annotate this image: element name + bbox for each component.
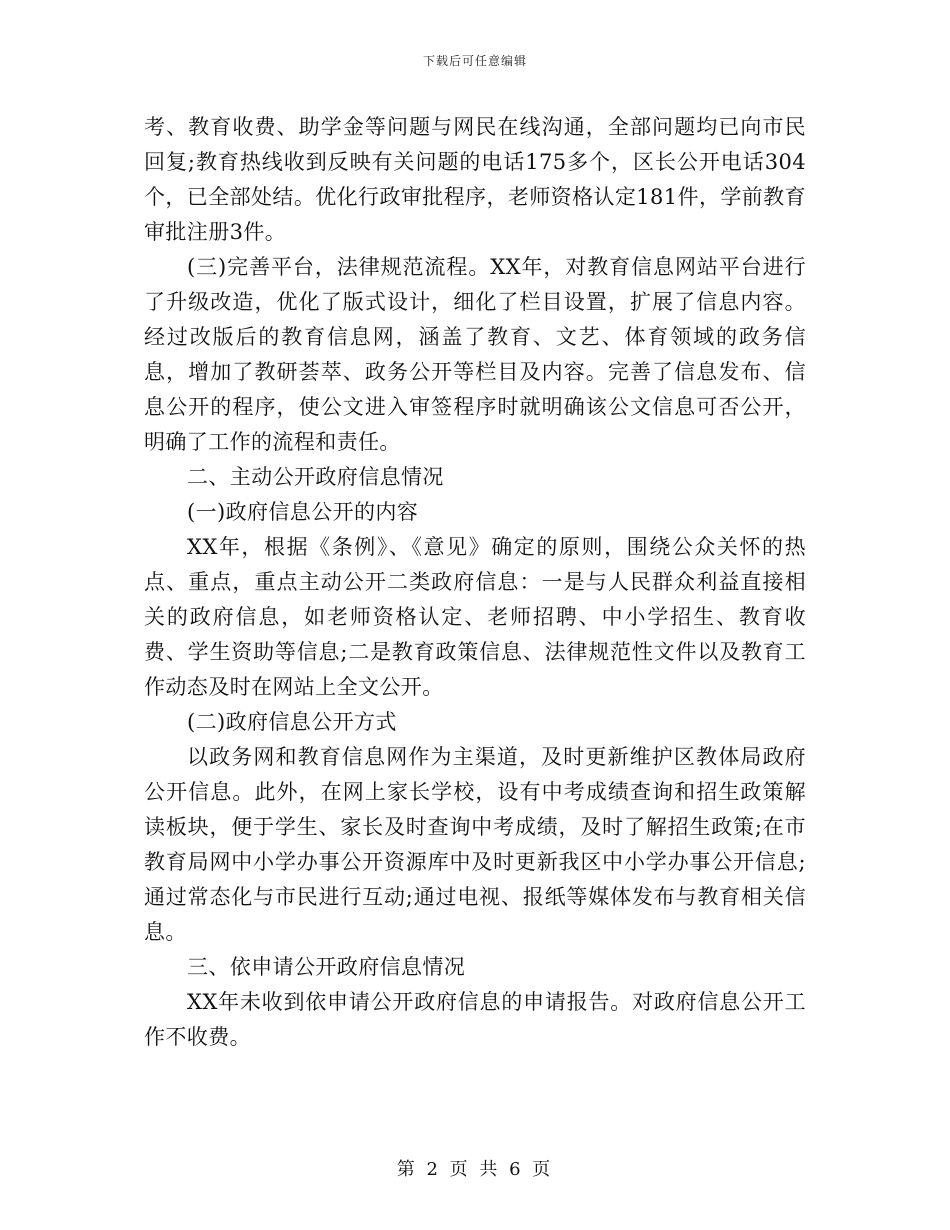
document-body	[144, 110, 806, 1055]
paragraph-disclosure-content: XX年，根据《条例》、《意见》确定的原则，围绕公众关怀的热点、重点，重点主动公开二类政府信息：一是与人民群众利益直接相关的政府信息，如老师资格认定、老师招聘、中小学招生、教育收费、学生资助等信息;二是教育政策信息、法律规范性文件以及教育工作动态及时在网站上全文公开。	[144, 535, 806, 699]
page-header: 下载后可任意编辑	[422, 54, 527, 68]
page-number-footer: 第 2 页 共 6 页	[396, 1159, 554, 1180]
paragraph-disclosure-method: 以政务网和教育信息网作为主渠道，及时更新维护区教体局政府公开信息。此外，在网上家长学校，设有中考成绩查询和招生政策解读板块，便于学生、家长及时查询中考成绩，及时了解招生政策;在市教育局网中小学办事公开资源库中及时更新我区中小学办事公开信息;通过常态化与市民进行互动;通过电视、报纸等媒体发布与教育相关信息。	[144, 745, 806, 944]
section-heading-request-disclosure: 三、依申请公开政府信息情况	[187, 955, 466, 979]
subheading-disclosure-content: (一)政府信息公开的内容	[187, 500, 419, 524]
section-heading-active-disclosure: 二、主动公开政府信息情况	[187, 465, 444, 489]
subheading-disclosure-method: (二)政府信息公开方式	[187, 710, 397, 734]
paragraph-request-disclosure: XX年未收到依申请公开政府信息的申请报告。对政府信息公开工作不收费。	[144, 990, 806, 1049]
paragraph-platform-improvement: (三)完善平台，法律规范流程。XX年，对教育信息网站平台进行了升级改造，优化了版式设计，细化了栏目设置，扩展了信息内容。经过改版后的教育信息网，涵盖了教育、文艺、体育领域的政务信息，增加了教研荟萃、政务公开等栏目及内容。完善了信息发布、信息公开的程序，使公文进入审签程序时就明确该公文信息可否公开，明确了工作的流程和责任。	[144, 255, 806, 454]
paragraph-continuation: 考、教育收费、助学金等问题与网民在线沟通，全部问题均已向市民回复;教育热线收到反映有关问题的电话175多个，区长公开电话304个，已全部处结。优化行政审批程序，老师资格认定181件，学前教育审批注册3件。	[144, 115, 806, 244]
